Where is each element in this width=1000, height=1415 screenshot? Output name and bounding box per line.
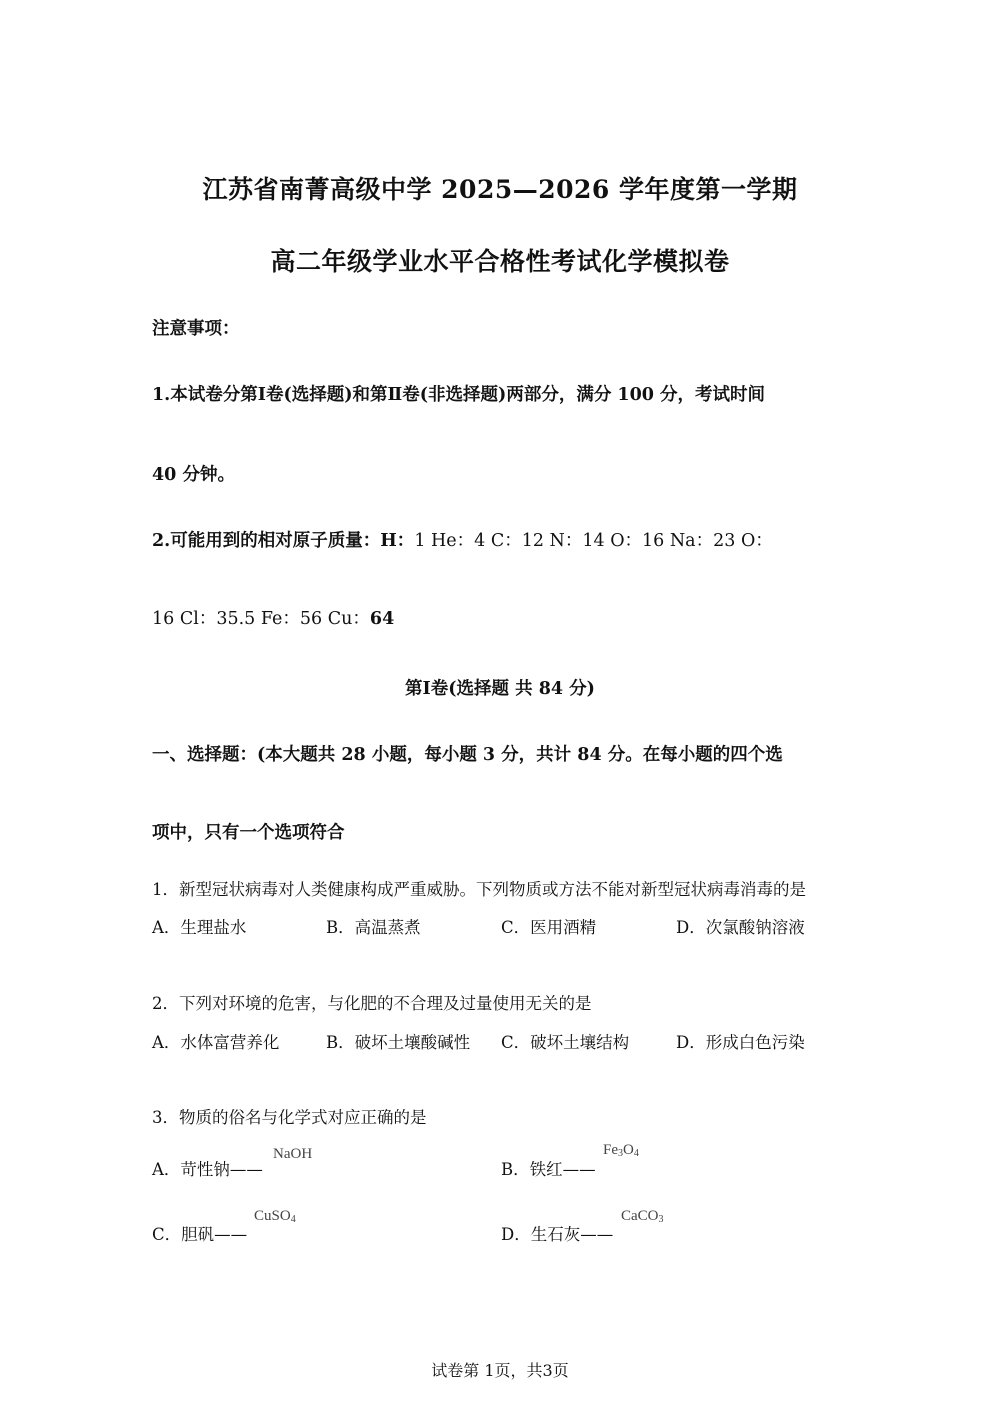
- question-2-option-a: A．水体富营养化: [152, 1033, 280, 1052]
- part-title: 第Ⅰ卷(选择题 共 84 分): [405, 679, 595, 699]
- question-1-option-a: A．生理盐水: [152, 918, 247, 937]
- formula-caco3: CaCO$_3$: [621, 1208, 664, 1225]
- atomic-mass-label: 2.可能用到的相对原子质量：H：: [152, 531, 415, 551]
- section-instruction-line1: 一、选择题：(本大题共 28 小题，每小题 3 分，共计 84 分。在每小题的四个选: [152, 745, 783, 765]
- question-1-stem: 1．新型冠状病毒对人类健康构成严重威胁。下列物质或方法不能对新型冠状病毒消毒的是: [152, 880, 806, 899]
- notes-item1-line2: 40 分钟。: [152, 465, 235, 485]
- notes-heading: 注意事项：: [152, 319, 240, 339]
- atomic-mass-cu-value: 64: [369, 609, 395, 629]
- question-1-option-c: C．医用酒精: [501, 918, 597, 937]
- section-instruction-line2: 项中，只有一个选项符合: [152, 823, 345, 843]
- formula-naoh: NaOH: [273, 1146, 313, 1162]
- formula-cuso4: CuSO$_4$: [254, 1208, 296, 1225]
- notes-item2-line1: [152, 527, 773, 552]
- question-1-option-d: D．次氯酸钠溶液: [676, 918, 805, 937]
- exam-title-line2: 高二年级学业水平合格性考试化学模拟卷: [270, 247, 730, 276]
- atomic-mass-values-1: 1 He：4 C：12 N：14 O：16 Na：23 O：: [414, 531, 773, 551]
- page-footer: 试卷第 1页，共3页: [431, 1361, 569, 1380]
- formula-fe3o4: $Fe_3O_4$: [603, 1142, 639, 1159]
- question-3-option-a: A．苛性钠——: [152, 1160, 263, 1179]
- question-2-option-c: C．破坏土壤结构: [501, 1033, 630, 1052]
- question-3-formula-b: [603, 1142, 639, 1159]
- question-3-formula-a: [273, 1146, 312, 1163]
- atomic-mass-values-2: 16 Cl：35.5 Fe：56 Cu：: [152, 609, 370, 629]
- notes-item1-line1: 1.本试卷分第Ⅰ卷(选择题)和第Ⅱ卷(非选择题)两部分，满分 100 分，考试时间: [152, 385, 766, 405]
- question-2-option-d: D．形成白色污染: [676, 1033, 805, 1052]
- question-3-option-b: B．铁红——: [501, 1160, 596, 1179]
- question-2-stem: 2．下列对环境的危害，与化肥的不合理及过量使用无关的是: [152, 994, 592, 1013]
- notes-item2-line2: [152, 605, 394, 630]
- question-3-stem: 3．物质的俗名与化学式对应正确的是: [152, 1108, 427, 1127]
- exam-title-line1: 江苏省南菁高级中学 2025—2026 学年度第一学期: [202, 175, 798, 204]
- question-3-option-d: D．生石灰——: [501, 1225, 614, 1244]
- question-2-option-b: B．破坏土壤酸碱性: [326, 1033, 471, 1052]
- question-3-formula-d: [621, 1208, 664, 1225]
- question-1-option-b: B．高温蒸煮: [326, 918, 421, 937]
- question-3-option-c: C．胆矾——: [152, 1225, 248, 1244]
- question-3-formula-c: [254, 1208, 296, 1225]
